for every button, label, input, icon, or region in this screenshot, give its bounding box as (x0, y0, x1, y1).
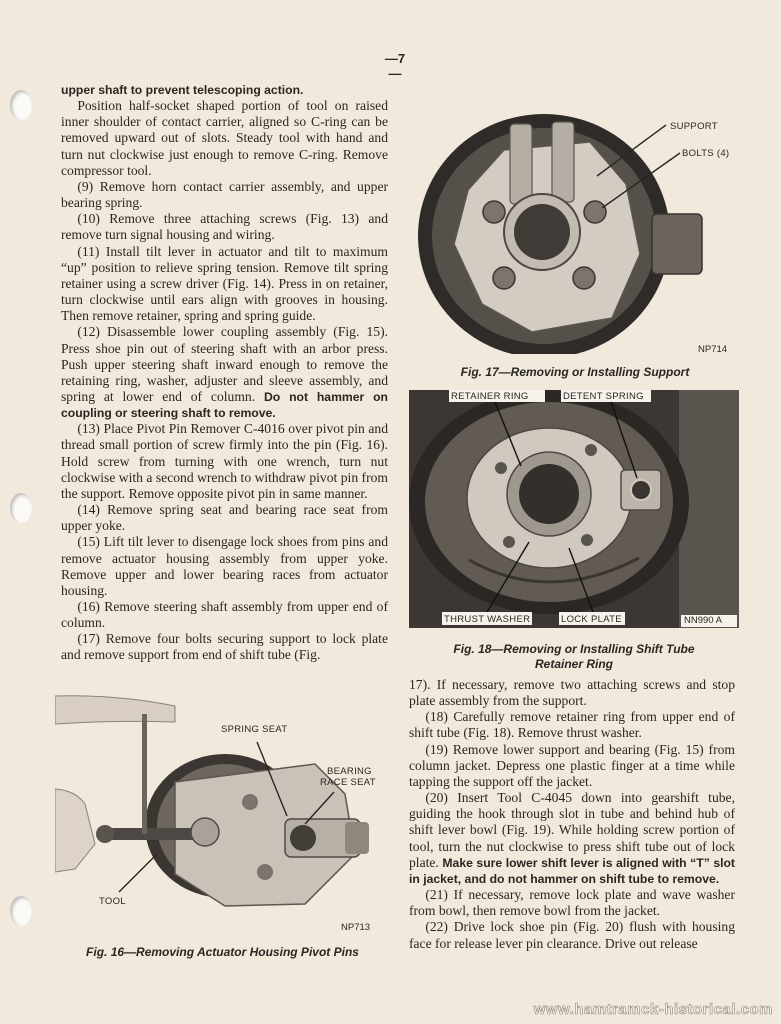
step-text: (12) Disassemble lower coupling assembly (Fig. 15). Press shoe pin out of steering shaft with an arbor press. Push upper steering shaft inward enough to remove the retaining ring, washer, adjuster and sleeve assembly, and spring at lower end of column. (61, 324, 388, 404)
callout-thrust-washer: THRUST WASHER (444, 614, 531, 625)
step-paragraph: Position half-socket shaped portion of tool on raised inner shoulder of contact carrier, aligned so C-ring can be removed upward out of slots. Steady tool with hand and turn nut clockwise just enough to remove C-ring. Remove compressor tool. (61, 98, 388, 178)
step-paragraph: (10) Remove three attaching screws (Fig. 13) and remove turn signal housing and wiring. (61, 211, 388, 243)
figure-code: NN990 A (684, 615, 723, 626)
caution-note: Make sure lower shift lever is aligned with “T” slot in jacket, and do not hammer on shift tube to remove. (409, 855, 735, 886)
fig17-caption: Fig. 17—Removing or Installing Support (460, 365, 690, 379)
step-paragraph: (17) Remove four bolts securing support to lock plate and remove support from end of shift tube (Fig. (61, 631, 388, 663)
step-paragraph: (21) If necessary, remove lock plate and wave washer from bowl, then remove bowl from the jacket. (409, 887, 735, 919)
step-paragraph: (13) Place Pivot Pin Remover C-4016 over pivot pin and thread small portion of screw firmly into the pin (Fig. 16). Hold screw from turning with one wrench, turn nut clockwise with a second wrench to withdraw pivot pin from the support. Remove opposite pivot pin in same manner. (61, 421, 388, 501)
step-paragraph: (15) Lift tilt lever to disengage lock shoes from pins and remove actuator housing assembly from upper yoke. Remove upper and lower bearing races from actuator housing. (61, 534, 388, 598)
fig17-illustration (412, 104, 738, 354)
callout-support: SUPPORT (670, 121, 718, 132)
watermark: www.hamtramck-historical.com (533, 1001, 773, 1018)
figure-code: NP714 (698, 344, 728, 355)
binder-hole (10, 90, 32, 120)
fig18-illustration (409, 390, 739, 628)
step-paragraph (61, 324, 388, 421)
step-paragraph: (18) Carefully remove retainer ring from upper end of shift tube (Fig. 18). Remove thrust washer. (409, 709, 735, 741)
callout-bearing: BEARING (327, 766, 372, 777)
callout-spring-seat: SPRING SEAT (221, 724, 288, 735)
caption-line: Fig. 18—Removing or Installing Shift Tube (453, 642, 695, 656)
step-paragraph: (16) Remove steering shaft assembly from upper end of column. (61, 599, 388, 631)
left-text-column (61, 82, 388, 664)
fig16-photo (55, 694, 385, 940)
step-paragraph: (11) Install tilt lever in actuator and tilt to maximum “up” position to relieve spring tension. Remove tilt spring retainer using a screw driver (Fig. 14). Press in on retainer, turn clockwise until ears align with grooves in housing. Then remove retainer, spring and spring guide. (61, 243, 388, 324)
callout-bolts: BOLTS (4) (682, 148, 730, 159)
caption-line: Retainer Ring (534, 657, 613, 671)
callout-detent-spring: DETENT SPRING (563, 391, 644, 402)
step-paragraph (409, 790, 735, 887)
step-paragraph: (9) Remove horn contact carrier assembly, and upper bearing spring. (61, 178, 388, 211)
callout-race-seat: RACE SEAT (320, 777, 376, 788)
fig18-photo (409, 390, 739, 628)
step-text: (20) Insert Tool C-4045 down into gearshift tube, guiding the hook through slot in tube and behind hub of shift lever bowl (Fig. 19). While holding screw portion of tool, turn the nut clockwise to press shift tube out of lock plate. (409, 790, 735, 870)
binder-hole (10, 896, 32, 926)
callout-lock-plate: LOCK PLATE (561, 614, 622, 625)
continued-paragraph: upper shaft to prevent telescoping action. (61, 83, 304, 97)
page-number: —7— (384, 51, 406, 81)
fig18-caption (410, 642, 738, 672)
step-paragraph: (14) Remove spring seat and bearing race seat from upper yoke. (61, 502, 388, 534)
fig17-photo (412, 104, 738, 354)
binder-hole (10, 493, 32, 523)
step-paragraph: (19) Remove lower support and bearing (Fig. 15) from column jacket. Depress one plastic finger at a time while tapping the support off the jacket. (409, 741, 735, 789)
callout-tool: TOOL (99, 896, 126, 907)
step-paragraph: (22) Drive lock shoe pin (Fig. 20) flush with housing face for release lever pin clearance. Drive out release (409, 919, 735, 951)
fig16-caption: Fig. 16—Removing Actuator Housing Pivot Pins (86, 945, 359, 959)
caution-note: Do not hammer on coupling or steering shaft to remove. (61, 389, 388, 421)
figure-code: NP713 (341, 922, 371, 933)
right-text-column (409, 677, 735, 952)
callout-retainer-ring: RETAINER RING (451, 391, 529, 402)
step-paragraph: 17). If necessary, remove two attaching screws and stop plate assembly from the support. (409, 677, 735, 709)
